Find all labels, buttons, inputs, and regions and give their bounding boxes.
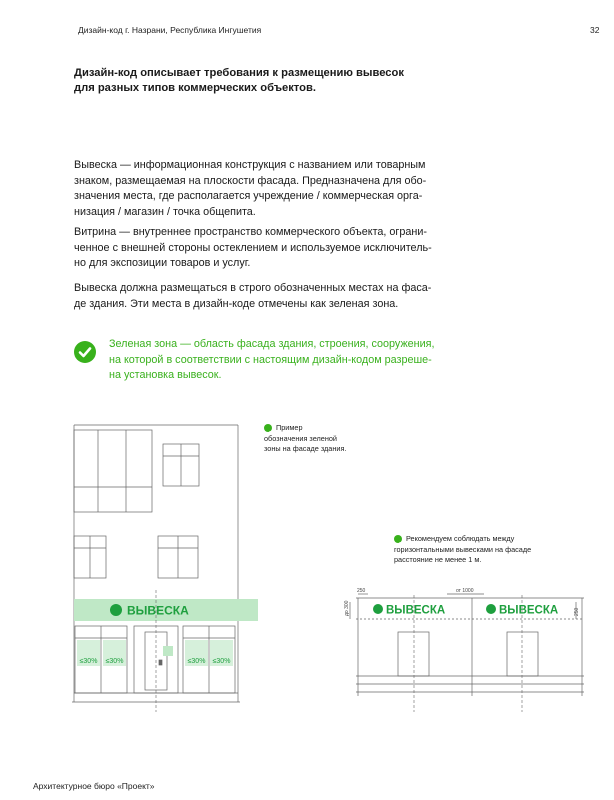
page-number: 32	[590, 25, 600, 35]
facade-sign-text: ВЫВЕСКА	[127, 603, 189, 618]
intro-line: Дизайн-код описывает требования к размещению вывесок	[74, 67, 404, 79]
text-line: Пример	[276, 423, 303, 432]
window-limit-label: ≤30%	[187, 658, 206, 665]
sign-logo-icon	[110, 604, 122, 616]
dimension-height: до 300	[344, 600, 350, 616]
text-line: расстояние не менее 1 м.	[394, 555, 482, 564]
window-limit-label: ≤30%	[79, 658, 98, 665]
footer-text: Архитектурное бюро «Проект»	[33, 781, 155, 791]
text-line: Вывеска — информационная конструкция с названием или товарным	[74, 159, 426, 171]
text-line: значения места, где располагается учреждение / коммерческая орга-	[74, 190, 423, 202]
sign-text-right: ВЫВЕСКА	[499, 604, 559, 617]
text-line: на установка вывесок.	[109, 369, 222, 381]
text-line: Вывеска должна размещаться в строго обозначенных местах на фаса-	[74, 282, 432, 294]
text-line: Витрина — внутреннее пространство коммерческого объекта, ограни-	[74, 226, 427, 238]
intro-line: для разных типов коммерческих объектов.	[74, 82, 316, 94]
text-line: зоны на фасаде здания.	[264, 444, 347, 453]
sign-logo-icon	[486, 604, 496, 614]
header-title: Дизайн-код г. Назрани, Республика Ингушетия	[78, 25, 262, 35]
text-line: горизонтальными вывесками на фасаде	[394, 544, 532, 554]
window-limit-label: ≤30%	[212, 658, 231, 665]
text-line: ченное с внешней стороны остеклением и используемое исключитель-	[74, 241, 432, 254]
text-line: на которой в соответствии с настоящим дизайн-кодом разреше-	[109, 353, 432, 366]
window-limit-label: ≤30%	[105, 658, 124, 665]
text-line: но для экспозиции товаров и услуг.	[74, 257, 251, 269]
dimension-left: 250	[357, 588, 366, 594]
text-line: низация / магазин / точка общепита.	[74, 205, 256, 218]
dimension-right: 250	[574, 607, 580, 616]
text-line: Рекомендуем соблюдать между	[406, 534, 515, 543]
sign-text-left: ВЫВЕСКА	[386, 604, 446, 617]
text-line: де здания. Эти места в дизайн-коде отмечены как зеленая зона.	[74, 297, 399, 310]
sign-logo-icon	[373, 604, 383, 614]
text-line: знаком, размещаемая на плоскости фасада. Предназначена для обо-	[74, 174, 427, 187]
dimension-gap: от 1000	[456, 588, 474, 594]
text-line: Зеленая зона — область фасада здания, строения, сооружения,	[109, 338, 435, 350]
text-line: обозначения зеленой	[264, 433, 337, 443]
